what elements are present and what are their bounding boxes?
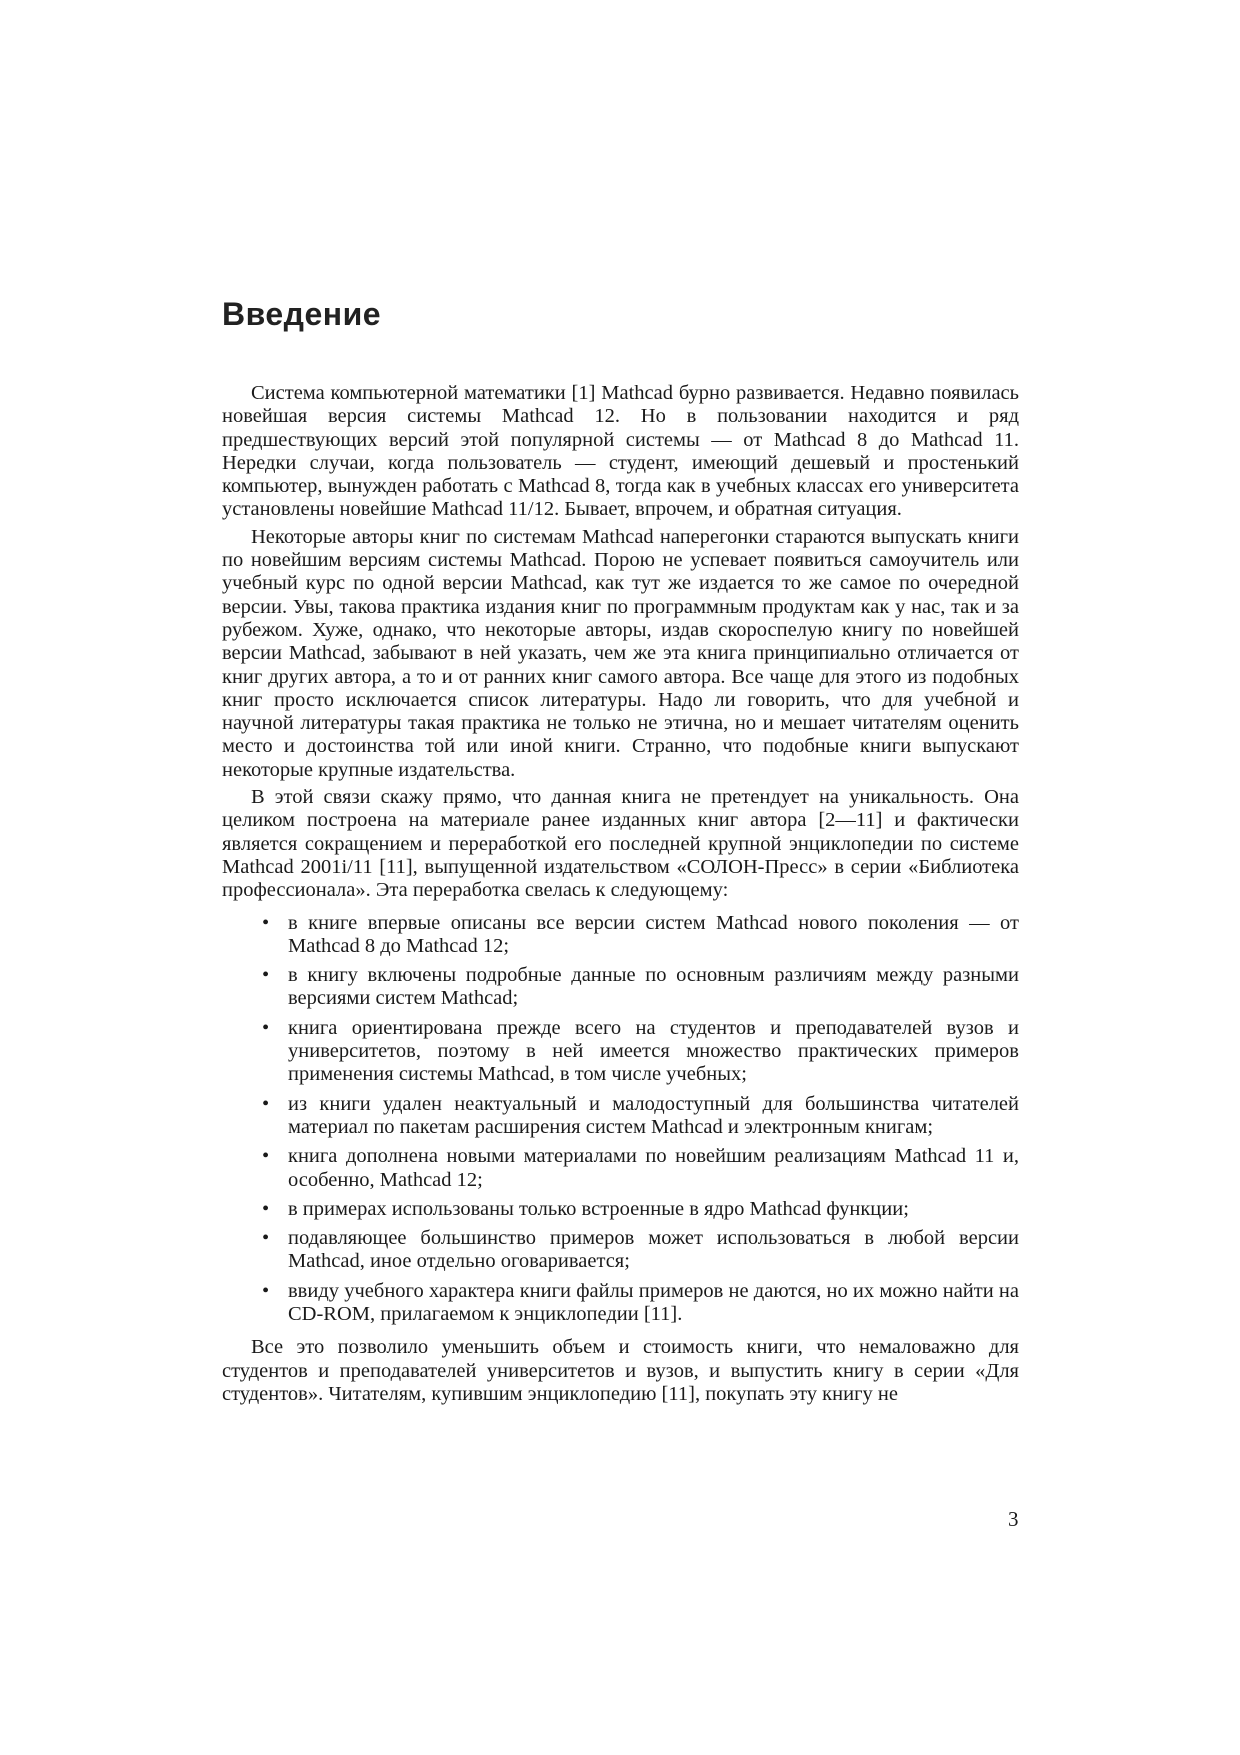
bullet-mark: • xyxy=(262,964,270,987)
bullet-item-2 xyxy=(222,964,1019,1011)
bullet-text: книга дополнена новыми материалами по новейшим реализациям Mathcad 11 и, особенно, Mathcad 12; xyxy=(288,1145,1019,1191)
bullet-item-7 xyxy=(222,1227,1019,1274)
closing-paragraph: Все это позволило уменьшить объем и стоимость книги, что немаловажно для студентов и преподавателей университетов и вузов, и выпустить книгу в серии «Для студентов». Читателям, купившим энциклопедию [11], покупать эту книгу не xyxy=(222,1336,1019,1405)
bullet-text: из книги удален неактуальный и малодоступный для большинства читателей материал по пакетам расширения систем Mathcad и электронным книгам; xyxy=(288,1092,1019,1138)
bullet-mark: • xyxy=(262,1016,270,1039)
bullet-mark: • xyxy=(262,1279,270,1302)
bullet-item-4 xyxy=(222,1093,1019,1140)
bullet-item-6 xyxy=(222,1198,1019,1221)
bullet-text: книга ориентирована прежде всего на студентов и преподавателей вузов и университетов, поэтому в ней имеется множество практических примеров применения системы Mathcad, в том числе учебных; xyxy=(288,1016,1019,1086)
bullet-text: подавляющее большинство примеров может использоваться в любой версии Mathcad, иное отдельно оговаривается; xyxy=(288,1227,1019,1273)
bullet-text: в книгу включены подробные данные по основным различиям между разными версиями систем Mathcad; xyxy=(288,964,1019,1010)
bullet-mark: • xyxy=(262,1092,270,1115)
bullet-text: в книге впервые описаны все версии систем Mathcad нового поколения — от Mathcad 8 до Mathcad 12; xyxy=(288,911,1019,957)
bullet-list xyxy=(222,912,1019,1327)
bullet-text: в примерах использованы только встроенные в ядро Mathcad функции; xyxy=(288,1197,909,1220)
bullet-mark: • xyxy=(262,1145,270,1168)
bullet-mark: • xyxy=(262,1197,270,1220)
bullet-item-3 xyxy=(222,1017,1019,1087)
chapter-body xyxy=(222,382,1019,1410)
bullet-item-5 xyxy=(222,1145,1019,1192)
bullet-item-8 xyxy=(222,1280,1019,1327)
bullet-item-1 xyxy=(222,912,1019,959)
paragraph-1: Система компьютерной математики [1] Mathcad бурно развивается. Недавно появилась новейшая версия системы Mathcad 12. Но в пользовании находится и ряд предшествующих версий этой популярной системы — от Mathcad 8 до Mathcad 11. Нередки случаи, когда пользователь — студент, имеющий дешевый и простенький компьютер, вынужден работать с Mathcad 8, тогда как в учебных классах его университета установлены новейшие Mathcad 11/12. Бывает, впрочем, и обратная ситуация. xyxy=(222,382,1019,521)
page-number: 3 xyxy=(1008,1507,1019,1531)
chapter-title: Введение xyxy=(222,296,382,332)
bullet-text: ввиду учебного характера книги файлы примеров не даются, но их можно найти на CD-ROM, прилагаемом к энциклопедии [11]. xyxy=(288,1279,1019,1325)
paragraph-2: Некоторые авторы книг по системам Mathcad наперегонки стараются выпускать книги по новейшим версиям системы Mathcad. Порою не успевает появиться самоучитель или учебный курс по одной версии Mathcad, как тут же издается то же самое по очередной версии. Увы, такова практика издания книг по программным продуктам как у нас, так и за рубежом. Хуже, однако, что некоторые авторы, издав скороспелую книгу по новейшей версии Mathcad, забывают в ней указать, чем же эта книга принципиально отличается от книг других автора, а то и от ранних книг самого автора. Все чаще для этого из подобных книг просто исключается список литературы. Надо ли говорить, что для учебной и научной литературы такая практика не только не этична, но и мешает читателям оценить место и достоинства той или иной книги. Странно, что подобные книги выпускают некоторые крупные издательства. xyxy=(222,525,1019,781)
bullet-mark: • xyxy=(262,1227,270,1250)
bullet-mark: • xyxy=(262,911,270,934)
paragraph-3: В этой связи скажу прямо, что данная книга не претендует на уникальность. Она целиком построена на материале ранее изданных книг автора [2—11] и фактически является сокращением и переработкой его последней крупной энциклопедии по системе Mathcad 2001i/11 [11], выпущенной издательством «СОЛОН-Пресс» в серии «Библиотека профессионала». Эта переработка свелась к следующему: xyxy=(222,786,1019,902)
